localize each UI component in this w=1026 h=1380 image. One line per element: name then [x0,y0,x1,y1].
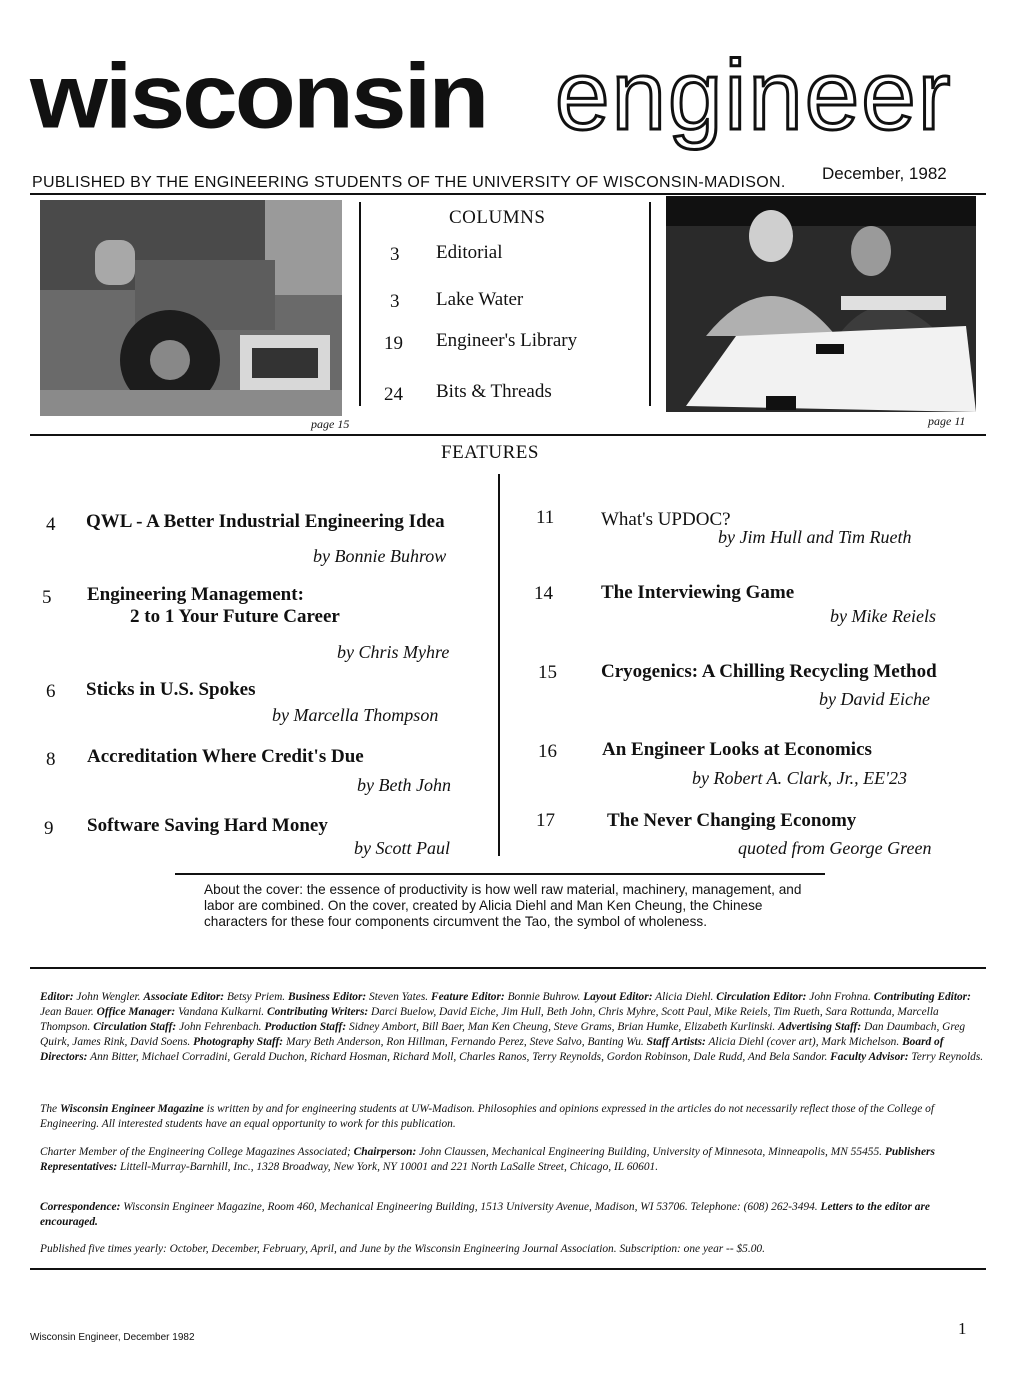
feature-title: Software Saving Hard Money [87,815,328,836]
features-divider [498,474,500,856]
magazine-statement [40,1102,986,1132]
correspondence-closing: Letters to the editor are encouraged. [40,1201,930,1228]
staff-names: Ann Bitter, Michael Corradini, Gerald Duchon, Richard Hosman, Richard Moll, Charles Ranos, Terry Reynolds, Gordon Robinson, Dale Rudd, And Bela Sandor. [90,1051,828,1063]
charter-info [40,1145,986,1175]
feature-page: 17 [536,810,555,831]
feature-title-line2: 2 to 1 Your Future Career [130,606,340,627]
header-rule [30,193,986,195]
feature-title: The Never Changing Economy [607,810,857,831]
feature-page: 9 [44,818,54,839]
staff-role: Advertising Staff: [778,1021,862,1033]
column-title: Bits & Threads [436,381,552,402]
chairperson-label: Chairperson: [353,1146,417,1158]
staff-names: Dan Daumbach, Greg Quirk, James Rink, David Soens. [40,1021,966,1048]
staff-role: Office Manager: [96,1006,176,1018]
feature-title: An Engineer Looks at Economics [602,739,872,760]
column-title: Editorial [436,242,503,263]
charter-text: Charter Member of the Engineering College Magazines Associated; [40,1146,351,1158]
staff-names: Alicia Diehl. [655,991,714,1003]
column-page: 3 [390,244,400,265]
staff-names: Vandana Kulkarni. [178,1006,265,1018]
column-title: Lake Water [436,289,524,310]
staff-role: Faculty Advisor: [830,1051,909,1063]
feature-title: QWL - A Better Industrial Engineering Idea [86,511,445,532]
staff-names: Bonnie Buhrow. [507,991,581,1003]
staff-names: Betsy Priem. [226,991,286,1003]
feature-title: Accreditation Where Credit's Due [87,746,364,767]
staff-names: Mary Beth Anderson, Ron Hillman, Fernando Perez, Steve Salvo, Banting Wu. [285,1036,644,1048]
feature-byline: quoted from George Green [738,838,932,858]
feature-byline: by Bonnie Buhrow [313,546,447,566]
feature-title: Sticks in U.S. Spokes [86,679,256,700]
feature-byline: by Beth John [357,775,451,795]
feature-byline: by Jim Hull and Tim Rueth [718,527,912,547]
feature-title: Cryogenics: A Chilling Recycling Method [601,661,937,682]
staff-role: Layout Editor: [583,991,653,1003]
staff-role: Circulation Staff: [93,1021,177,1033]
feature-page: 6 [46,681,56,702]
feature-byline: by Marcella Thompson [272,705,439,725]
representatives-text: Littell-Murray-Barnhill, Inc., 1328 Broadway, New York, NY 10001 and 221 North LaSalle Street, Chicago, IL 60601. [120,1161,659,1173]
column-page: 3 [390,291,400,312]
staff-names: Sidney Ambort, Bill Baer, Man Ken Cheung, Steve Grams, Brian Humke, Elizabeth Kurlinski. [349,1021,776,1033]
staff-names: Alicia Diehl (cover art), Mark Michelson. [708,1036,900,1048]
features-heading: FEATURES [441,442,539,463]
tractor-photo-art [40,200,342,416]
staff-names: John Wengler. [76,991,141,1003]
staff-role: Board of Directors: [40,1036,944,1063]
columns-right-rule [649,202,651,406]
feature-page: 5 [42,587,52,608]
statement-text: is written by and for engineering students at UW-Madison. Philosophies and opinions expressed in the articles do not necessarily reflect those of the College of Engineering. All interested students have an equal opportunity to work for this publication. [40,1103,935,1130]
columns-heading: COLUMNS [449,207,546,228]
cover-note: About the cover: the essence of productivity is how well raw material, machinery, management, and labor are combined. On the cover, created by Alicia Diehl and Man Ken Cheung, the Chinese characters for these four components circumvent the Tao, the symbol of wholeness. [204,882,802,929]
feature-byline: by Mike Reiels [830,606,936,626]
students-photo [666,196,976,412]
feature-title: What's UPDOC? [601,509,731,530]
staff-names: John Fehrenbach. [179,1021,262,1033]
column-page: 19 [384,333,403,354]
staff-credits [40,990,986,1065]
staff-role: Feature Editor: [430,991,505,1003]
footer-issue: Wisconsin Engineer, December 1982 [30,1332,195,1343]
staff-role: Business Editor: [288,991,367,1003]
publication-schedule: Published five times yearly: October, December, February, April, and June by the Wisconsin Engineering Journal Association. Subscription: one year -- $5.00. [40,1243,765,1255]
staff-role: Contributing Writers: [267,1006,369,1018]
staff-role: Circulation Editor: [716,991,807,1003]
staff-names: Darci Buelow, David Eiche, Jim Hull, Beth John, Chris Myhre, Scott Paul, Mike Reiels, Tim Rueth, Sara Rottunda, Marcella Thompson. [40,1006,939,1033]
masthead-wisconsin: wisconsin [30,44,487,148]
statement-magazine-name: Wisconsin Engineer Magazine [59,1103,204,1115]
feature-page: 14 [534,583,553,604]
page-number: 1 [958,1319,967,1338]
cover-rule [175,873,825,875]
staff-role: Photography Staff: [193,1036,284,1048]
feature-byline: by Robert A. Clark, Jr., EE'23 [692,768,907,788]
feature-page: 11 [536,507,555,528]
staff-names: John Frohna. [809,991,871,1003]
right-photo-caption: page 11 [928,414,966,428]
column-title: Engineer's Library [436,330,578,351]
staff-top-rule [30,967,986,969]
statement-prefix: The [40,1103,58,1115]
columns-bottom-rule [30,434,986,436]
staff-role: Staff Artists: [646,1036,706,1048]
staff-role: Editor: [40,991,74,1003]
chairperson-text: John Claussen, Mechanical Engineering Building, University of Minnesota, Minneapolis, MN 55455. [419,1146,883,1158]
feature-page: 4 [46,514,56,535]
issue-date: December, 1982 [822,164,947,183]
students-photo-art [666,196,976,412]
correspondence-info [40,1200,986,1230]
staff-names: Jean Bauer. [40,1006,94,1018]
feature-byline: by Chris Myhre [337,642,450,662]
publisher-line: PUBLISHED BY THE ENGINEERING STUDENTS OF THE UNIVERSITY OF WISCONSIN-MADISON. [32,174,786,191]
feature-byline: by Scott Paul [354,838,450,858]
representatives-label: Publishers Representatives: [40,1146,935,1173]
staff-names: Steven Yates. [369,991,429,1003]
staff-role: Production Staff: [264,1021,347,1033]
feature-page: 15 [538,662,557,683]
correspondence-text: Wisconsin Engineer Magazine, Room 460, Mechanical Engineering Building, 1513 University Avenue, Madison, WI 53706. Telephone: (608) 262-3494. [123,1201,818,1213]
feature-page: 8 [46,749,56,770]
column-page: 24 [384,384,403,405]
left-photo-caption: page 15 [311,417,350,431]
feature-page: 16 [538,741,557,762]
staff-role: Contributing Editor: [873,991,971,1003]
columns-left-rule [359,202,361,406]
correspondence-label: Correspondence: [40,1201,121,1213]
staff-names: Terry Reynolds. [911,1051,984,1063]
feature-title: Engineering Management: [87,584,304,605]
feature-title: The Interviewing Game [601,582,795,603]
tractor-photo [40,200,342,416]
feature-byline: by David Eiche [819,689,930,709]
masthead-engineer: engineer [555,40,953,150]
staff-bottom-rule [30,1268,986,1270]
staff-role: Associate Editor: [143,991,225,1003]
